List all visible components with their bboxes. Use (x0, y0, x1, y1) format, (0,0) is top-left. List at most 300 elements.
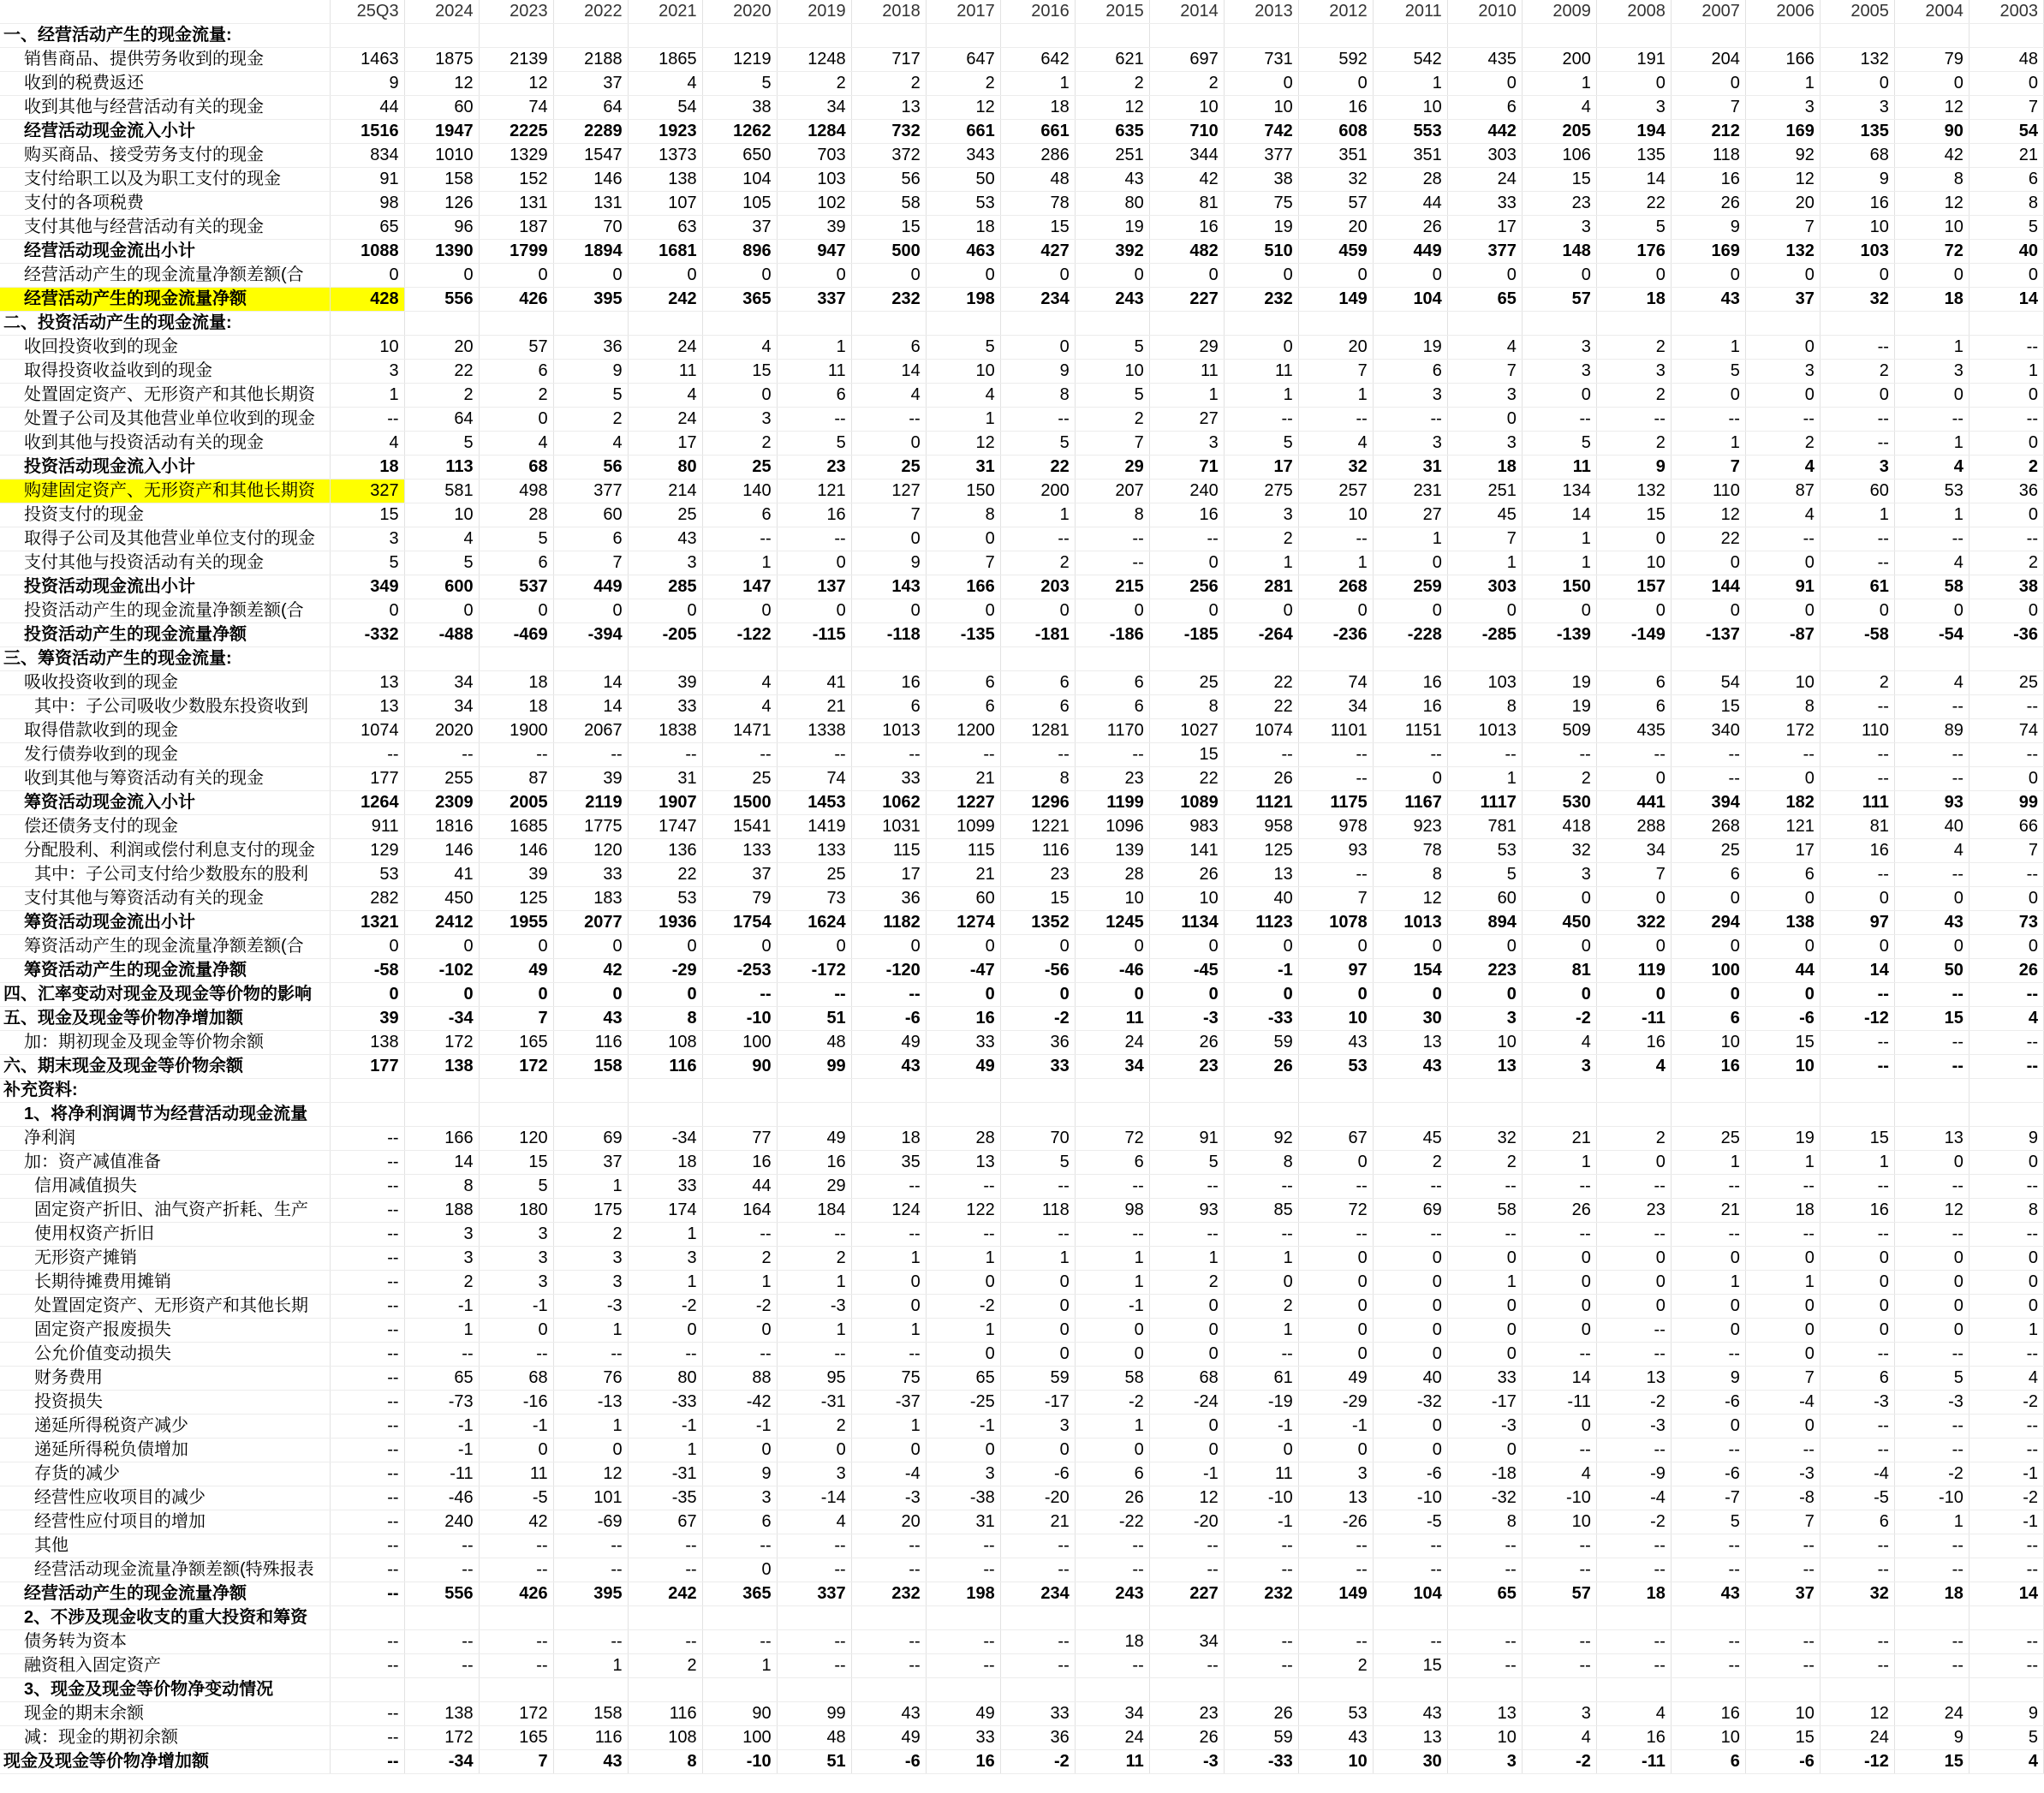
value-cell[interactable]: 0 (1447, 1247, 1522, 1271)
value-cell[interactable]: 0 (1149, 935, 1224, 959)
value-cell[interactable]: -- (1298, 767, 1373, 791)
value-cell[interactable]: -34 (628, 1127, 702, 1151)
value-cell[interactable]: 377 (1447, 240, 1522, 264)
value-cell[interactable]: 0 (1447, 264, 1522, 288)
value-cell[interactable] (1149, 24, 1224, 48)
value-cell[interactable]: 15 (479, 1151, 553, 1175)
value-cell[interactable]: 2020 (404, 719, 479, 743)
value-cell[interactable]: 138 (1745, 911, 1820, 935)
value-cell[interactable] (404, 1103, 479, 1127)
value-cell[interactable]: 10 (1745, 1702, 1820, 1726)
value-cell[interactable]: 17 (1447, 216, 1522, 240)
value-cell[interactable]: -- (777, 408, 851, 432)
value-cell[interactable]: 12 (1075, 96, 1149, 120)
value-cell[interactable]: 42 (553, 959, 628, 983)
value-cell[interactable]: 34 (1075, 1055, 1149, 1079)
value-cell[interactable] (1745, 1678, 1820, 1702)
value-cell[interactable]: 5 (404, 432, 479, 456)
value-cell[interactable]: -- (1671, 767, 1745, 791)
row-label-cell[interactable]: 减：现金的期初余额 (0, 1726, 330, 1750)
value-cell[interactable]: -- (330, 1726, 404, 1750)
value-cell[interactable]: 13 (1224, 863, 1298, 887)
value-cell[interactable]: 2 (404, 1271, 479, 1295)
value-cell[interactable]: 377 (553, 480, 628, 503)
value-cell[interactable]: 1101 (1298, 719, 1373, 743)
value-cell[interactable]: 12 (1820, 1702, 1894, 1726)
value-cell[interactable]: -- (1596, 1223, 1671, 1247)
value-cell[interactable]: 37 (1745, 1582, 1820, 1606)
value-cell[interactable]: 44 (330, 96, 404, 120)
value-cell[interactable]: -6 (1373, 1462, 1447, 1486)
value-cell[interactable]: -- (330, 1750, 404, 1774)
value-cell[interactable]: -- (1894, 1534, 1969, 1558)
value-cell[interactable] (330, 312, 404, 336)
value-cell[interactable]: 0 (1522, 935, 1596, 959)
value-cell[interactable]: 0 (1671, 983, 1745, 1007)
value-cell[interactable] (1224, 312, 1298, 336)
value-cell[interactable]: 4 (1298, 432, 1373, 456)
column-header-2013[interactable]: 2013 (1224, 0, 1298, 24)
value-cell[interactable]: -- (1224, 1175, 1298, 1199)
value-cell[interactable]: 49 (479, 959, 553, 983)
value-cell[interactable]: 0 (1224, 599, 1298, 623)
value-cell[interactable]: 21 (1000, 1510, 1075, 1534)
value-cell[interactable]: 340 (1671, 719, 1745, 743)
value-cell[interactable]: -12 (1820, 1750, 1894, 1774)
value-cell[interactable]: 231 (1373, 480, 1447, 503)
value-cell[interactable]: 13 (1894, 1127, 1969, 1151)
value-cell[interactable]: -122 (702, 623, 777, 647)
value-cell[interactable]: -- (702, 1630, 777, 1654)
value-cell[interactable]: 74 (1298, 671, 1373, 695)
value-cell[interactable]: 29 (1075, 456, 1149, 480)
value-cell[interactable] (1820, 1079, 1894, 1103)
value-cell[interactable]: 36 (1969, 480, 2043, 503)
value-cell[interactable]: 0 (1596, 935, 1671, 959)
value-cell[interactable]: 36 (1000, 1031, 1075, 1055)
value-cell[interactable]: -- (851, 1654, 926, 1678)
value-cell[interactable] (1373, 312, 1447, 336)
value-cell[interactable]: -2 (1969, 1391, 2043, 1415)
value-cell[interactable] (628, 1079, 702, 1103)
value-cell[interactable]: 1062 (851, 791, 926, 815)
value-cell[interactable] (1000, 24, 1075, 48)
value-cell[interactable]: -- (1522, 1223, 1596, 1247)
value-cell[interactable]: -- (1224, 1223, 1298, 1247)
value-cell[interactable]: -1 (1224, 1510, 1298, 1534)
value-cell[interactable]: 182 (1745, 791, 1820, 815)
row-label-cell[interactable]: 经营活动产生的现金流量净额差额(合 (0, 264, 330, 288)
value-cell[interactable]: 5 (702, 72, 777, 96)
value-cell[interactable]: 15 (851, 216, 926, 240)
value-cell[interactable]: -10 (1522, 1486, 1596, 1510)
value-cell[interactable]: -- (553, 1534, 628, 1558)
value-cell[interactable] (1596, 312, 1671, 336)
value-cell[interactable]: 9 (1969, 1702, 2043, 1726)
value-cell[interactable]: -- (479, 743, 553, 767)
value-cell[interactable]: -- (1522, 408, 1596, 432)
value-cell[interactable]: 8 (1000, 767, 1075, 791)
value-cell[interactable]: 0 (1522, 1319, 1596, 1343)
value-cell[interactable]: 81 (1522, 959, 1596, 983)
value-cell[interactable]: 34 (1075, 1702, 1149, 1726)
value-cell[interactable]: -- (1894, 1558, 1969, 1582)
value-cell[interactable]: 1 (702, 1271, 777, 1295)
row-label-cell[interactable]: 固定资产折旧、油气资产折耗、生产 (0, 1199, 330, 1223)
value-cell[interactable]: 96 (404, 216, 479, 240)
value-cell[interactable]: -- (1745, 1654, 1820, 1678)
value-cell[interactable]: 144 (1671, 575, 1745, 599)
value-cell[interactable]: -- (1671, 1630, 1745, 1654)
value-cell[interactable]: 1 (1969, 360, 2043, 384)
value-cell[interactable]: 72 (1075, 1127, 1149, 1151)
value-cell[interactable]: 0 (1969, 1247, 2043, 1271)
value-cell[interactable]: 1 (1149, 1247, 1224, 1271)
value-cell[interactable]: 0 (404, 264, 479, 288)
value-cell[interactable] (851, 647, 926, 671)
value-cell[interactable]: 0 (479, 264, 553, 288)
row-label-cell[interactable]: 债务转为资本 (0, 1630, 330, 1654)
value-cell[interactable] (702, 1606, 777, 1630)
value-cell[interactable]: 3 (1745, 96, 1820, 120)
value-cell[interactable]: 3 (1224, 503, 1298, 527)
value-cell[interactable]: -- (1671, 743, 1745, 767)
value-cell[interactable]: 104 (1373, 288, 1447, 312)
value-cell[interactable]: -- (330, 1486, 404, 1510)
value-cell[interactable]: -3 (1149, 1007, 1224, 1031)
value-cell[interactable]: 32 (1298, 456, 1373, 480)
value-cell[interactable]: 97 (1820, 911, 1894, 935)
value-cell[interactable]: 133 (702, 839, 777, 863)
value-cell[interactable]: 37 (702, 216, 777, 240)
value-cell[interactable]: -7 (1671, 1486, 1745, 1510)
value-cell[interactable]: 6 (1075, 1151, 1149, 1175)
value-cell[interactable]: 87 (479, 767, 553, 791)
value-cell[interactable]: 0 (1000, 1343, 1075, 1367)
value-cell[interactable]: 16 (1596, 1031, 1671, 1055)
value-cell[interactable]: -- (330, 1199, 404, 1223)
value-cell[interactable]: -488 (404, 623, 479, 647)
value-cell[interactable]: 60 (1820, 480, 1894, 503)
value-cell[interactable]: 215 (1075, 575, 1149, 599)
value-cell[interactable]: 6 (702, 503, 777, 527)
value-cell[interactable]: 428 (330, 288, 404, 312)
value-cell[interactable]: -- (1820, 408, 1894, 432)
value-cell[interactable]: 1 (628, 1439, 702, 1462)
value-cell[interactable]: 0 (1969, 599, 2043, 623)
value-cell[interactable]: 11 (777, 360, 851, 384)
value-cell[interactable]: 1754 (702, 911, 777, 935)
value-cell[interactable]: 8 (1969, 192, 2043, 216)
row-label-cell[interactable]: 筹资活动产生的现金流量净额差额(合 (0, 935, 330, 959)
value-cell[interactable]: 6 (1745, 863, 1820, 887)
value-cell[interactable]: -- (926, 743, 1000, 767)
value-cell[interactable]: 0 (1447, 983, 1522, 1007)
value-cell[interactable]: 15 (702, 360, 777, 384)
value-cell[interactable] (777, 312, 851, 336)
value-cell[interactable]: 68 (1820, 144, 1894, 168)
value-cell[interactable] (1224, 1678, 1298, 1702)
value-cell[interactable]: -- (479, 1343, 553, 1367)
value-cell[interactable]: 61 (1820, 575, 1894, 599)
value-cell[interactable]: -11 (404, 1462, 479, 1486)
value-cell[interactable]: -- (1298, 863, 1373, 887)
value-cell[interactable]: -115 (777, 623, 851, 647)
value-cell[interactable]: 0 (1820, 1247, 1894, 1271)
value-cell[interactable]: 23 (1522, 192, 1596, 216)
value-cell[interactable]: 1262 (702, 120, 777, 144)
value-cell[interactable]: 184 (777, 1199, 851, 1223)
value-cell[interactable]: 198 (926, 288, 1000, 312)
value-cell[interactable]: 2 (777, 1247, 851, 1271)
row-label-cell[interactable]: 投资损失 (0, 1391, 330, 1415)
value-cell[interactable]: -14 (777, 1486, 851, 1510)
value-cell[interactable]: 3 (702, 1486, 777, 1510)
value-cell[interactable]: -22 (1075, 1510, 1149, 1534)
value-cell[interactable]: 0 (1000, 336, 1075, 360)
value-cell[interactable]: 1685 (479, 815, 553, 839)
value-cell[interactable]: 500 (851, 240, 926, 264)
value-cell[interactable]: 0 (1522, 384, 1596, 408)
row-label-cell[interactable]: 二、投资活动产生的现金流量: (0, 312, 330, 336)
value-cell[interactable]: 26 (1075, 1486, 1149, 1510)
value-cell[interactable]: 4 (926, 384, 1000, 408)
value-cell[interactable]: -- (1224, 1343, 1298, 1367)
value-cell[interactable]: 1681 (628, 240, 702, 264)
value-cell[interactable]: -- (553, 1630, 628, 1654)
value-cell[interactable]: -- (628, 1343, 702, 1367)
value-cell[interactable]: 33 (628, 695, 702, 719)
value-cell[interactable]: -- (702, 743, 777, 767)
value-cell[interactable]: 15 (330, 503, 404, 527)
value-cell[interactable]: 0 (1820, 1319, 1894, 1343)
value-cell[interactable]: 27 (1373, 503, 1447, 527)
value-cell[interactable]: 0 (1224, 1439, 1298, 1462)
value-cell[interactable]: -- (330, 1247, 404, 1271)
value-cell[interactable]: 2 (1298, 1654, 1373, 1678)
value-cell[interactable]: -185 (1149, 623, 1224, 647)
value-cell[interactable]: 103 (1820, 240, 1894, 264)
row-label-cell[interactable]: 经营活动产生的现金流量净额 (0, 1582, 330, 1606)
value-cell[interactable]: 11 (479, 1462, 553, 1486)
value-cell[interactable]: 19 (1522, 695, 1596, 719)
value-cell[interactable]: 0 (1671, 599, 1745, 623)
value-cell[interactable]: 74 (777, 767, 851, 791)
column-header-2017[interactable]: 2017 (926, 0, 1000, 24)
value-cell[interactable]: 0 (1969, 887, 2043, 911)
value-cell[interactable]: 0 (1820, 264, 1894, 288)
value-cell[interactable]: 63 (628, 216, 702, 240)
value-cell[interactable] (1000, 1103, 1075, 1127)
value-cell[interactable] (702, 24, 777, 48)
value-cell[interactable]: 8 (1969, 1199, 2043, 1223)
value-cell[interactable]: -- (330, 1510, 404, 1534)
value-cell[interactable]: 26 (1149, 1726, 1224, 1750)
value-cell[interactable] (1000, 1678, 1075, 1702)
value-cell[interactable]: 100 (1671, 959, 1745, 983)
value-cell[interactable]: 5 (1522, 432, 1596, 456)
value-cell[interactable]: 1170 (1075, 719, 1149, 743)
value-cell[interactable]: -- (1820, 551, 1894, 575)
value-cell[interactable]: 1 (1671, 1151, 1745, 1175)
value-cell[interactable]: 14 (1596, 168, 1671, 192)
value-cell[interactable] (777, 1103, 851, 1127)
value-cell[interactable]: 10 (1894, 216, 1969, 240)
value-cell[interactable]: 1 (628, 1223, 702, 1247)
value-cell[interactable]: 37 (1745, 288, 1820, 312)
value-cell[interactable]: 7 (1671, 456, 1745, 480)
value-cell[interactable]: 256 (1149, 575, 1224, 599)
value-cell[interactable]: 395 (553, 288, 628, 312)
value-cell[interactable]: 4 (1894, 551, 1969, 575)
value-cell[interactable]: -- (777, 1630, 851, 1654)
value-cell[interactable]: 1 (1447, 1271, 1522, 1295)
value-cell[interactable]: -- (1447, 1534, 1522, 1558)
value-cell[interactable]: -6 (851, 1750, 926, 1774)
value-cell[interactable]: 10 (1447, 1726, 1522, 1750)
value-cell[interactable]: 16 (1820, 192, 1894, 216)
value-cell[interactable]: 1296 (1000, 791, 1075, 815)
value-cell[interactable]: -11 (1596, 1007, 1671, 1031)
value-cell[interactable]: 26 (1373, 216, 1447, 240)
value-cell[interactable] (1000, 647, 1075, 671)
value-cell[interactable] (1745, 1079, 1820, 1103)
value-cell[interactable]: -- (1373, 1175, 1447, 1199)
value-cell[interactable]: -- (702, 527, 777, 551)
value-cell[interactable]: 85 (1224, 1199, 1298, 1223)
value-cell[interactable]: 53 (628, 887, 702, 911)
value-cell[interactable]: 0 (479, 408, 553, 432)
value-cell[interactable]: 2 (1745, 432, 1820, 456)
value-cell[interactable] (1671, 1606, 1745, 1630)
value-cell[interactable]: 1134 (1149, 911, 1224, 935)
value-cell[interactable]: 2225 (479, 120, 553, 144)
value-cell[interactable]: 3 (553, 1271, 628, 1295)
value-cell[interactable]: 0 (1596, 887, 1671, 911)
value-cell[interactable]: 158 (553, 1055, 628, 1079)
value-cell[interactable]: -- (1522, 1175, 1596, 1199)
value-cell[interactable]: 0 (702, 1558, 777, 1582)
value-cell[interactable]: 4 (702, 336, 777, 360)
value-cell[interactable]: 0 (479, 983, 553, 1007)
value-cell[interactable] (479, 647, 553, 671)
value-cell[interactable]: 43 (1894, 911, 1969, 935)
value-cell[interactable] (1149, 312, 1224, 336)
value-cell[interactable]: 34 (1149, 1630, 1224, 1654)
value-cell[interactable]: 59 (1224, 1726, 1298, 1750)
value-cell[interactable] (404, 1678, 479, 1702)
value-cell[interactable]: 1123 (1224, 911, 1298, 935)
value-cell[interactable]: 32 (1447, 1127, 1522, 1151)
value-cell[interactable] (1149, 1678, 1224, 1702)
value-cell[interactable]: 344 (1149, 144, 1224, 168)
value-cell[interactable]: 1096 (1075, 815, 1149, 839)
value-cell[interactable]: -- (702, 983, 777, 1007)
value-cell[interactable] (702, 1079, 777, 1103)
value-cell[interactable]: -- (851, 1558, 926, 1582)
value-cell[interactable]: -- (330, 1630, 404, 1654)
value-cell[interactable]: 90 (702, 1055, 777, 1079)
value-cell[interactable] (1745, 1103, 1820, 1127)
row-label-cell[interactable]: 其中：子公司吸收少数股东投资收到 (0, 695, 330, 719)
value-cell[interactable]: 0 (1969, 432, 2043, 456)
value-cell[interactable]: 79 (1894, 48, 1969, 72)
value-cell[interactable]: 207 (1075, 480, 1149, 503)
value-cell[interactable]: 2 (628, 1654, 702, 1678)
value-cell[interactable] (553, 647, 628, 671)
value-cell[interactable]: 395 (553, 1582, 628, 1606)
value-cell[interactable]: -- (1820, 743, 1894, 767)
column-header-2012[interactable]: 2012 (1298, 0, 1373, 24)
value-cell[interactable]: -- (1820, 1343, 1894, 1367)
value-cell[interactable]: 1 (1298, 384, 1373, 408)
value-cell[interactable]: -- (1969, 1055, 2043, 1079)
row-label-cell[interactable]: 融资租入固定资产 (0, 1654, 330, 1678)
value-cell[interactable]: 0 (1522, 983, 1596, 1007)
value-cell[interactable]: 13 (851, 96, 926, 120)
value-cell[interactable] (1224, 1103, 1298, 1127)
value-cell[interactable] (1820, 647, 1894, 671)
value-cell[interactable] (1075, 24, 1149, 48)
value-cell[interactable]: 2 (1224, 1295, 1298, 1319)
value-cell[interactable]: -1 (702, 1415, 777, 1439)
value-cell[interactable]: -3 (1149, 1750, 1224, 1774)
value-cell[interactable]: 0 (1373, 1271, 1447, 1295)
value-cell[interactable]: 1 (1894, 503, 1969, 527)
value-cell[interactable]: 11 (628, 360, 702, 384)
value-cell[interactable]: 13 (1447, 1702, 1522, 1726)
value-cell[interactable]: 124 (851, 1199, 926, 1223)
value-cell[interactable]: 0 (1820, 72, 1894, 96)
value-cell[interactable] (479, 1678, 553, 1702)
value-cell[interactable]: 4 (777, 1510, 851, 1534)
value-cell[interactable]: 697 (1149, 48, 1224, 72)
value-cell[interactable] (628, 647, 702, 671)
value-cell[interactable]: -- (1745, 1534, 1820, 1558)
value-cell[interactable]: 0 (1075, 599, 1149, 623)
value-cell[interactable]: 13 (926, 1151, 1000, 1175)
value-cell[interactable]: 16 (1671, 1702, 1745, 1726)
row-label-cell[interactable]: 筹资活动产生的现金流量净额 (0, 959, 330, 983)
value-cell[interactable]: 2 (1820, 671, 1894, 695)
value-cell[interactable]: 978 (1298, 815, 1373, 839)
value-cell[interactable]: 0 (1820, 599, 1894, 623)
value-cell[interactable]: -- (1447, 1654, 1522, 1678)
value-cell[interactable]: 0 (1149, 599, 1224, 623)
value-cell[interactable]: 154 (1373, 959, 1447, 983)
value-cell[interactable]: -10 (702, 1007, 777, 1031)
value-cell[interactable]: 1516 (330, 120, 404, 144)
value-cell[interactable]: -- (926, 1534, 1000, 1558)
value-cell[interactable]: 194 (1596, 120, 1671, 144)
value-cell[interactable]: 0 (1447, 408, 1522, 432)
value-cell[interactable] (479, 1103, 553, 1127)
column-header-2018[interactable]: 2018 (851, 0, 926, 24)
value-cell[interactable]: 6 (1671, 1750, 1745, 1774)
value-cell[interactable] (1224, 1606, 1298, 1630)
value-cell[interactable]: 101 (553, 1486, 628, 1510)
value-cell[interactable]: 14 (1522, 503, 1596, 527)
value-cell[interactable]: 0 (1224, 72, 1298, 96)
value-cell[interactable]: 43 (1298, 1726, 1373, 1750)
value-cell[interactable] (1075, 1079, 1149, 1103)
value-cell[interactable]: 131 (553, 192, 628, 216)
value-cell[interactable]: 37 (553, 1151, 628, 1175)
value-cell[interactable]: 3 (1373, 384, 1447, 408)
value-cell[interactable]: 11 (1075, 1007, 1149, 1031)
value-cell[interactable]: 911 (330, 815, 404, 839)
value-cell[interactable]: 31 (926, 1510, 1000, 1534)
